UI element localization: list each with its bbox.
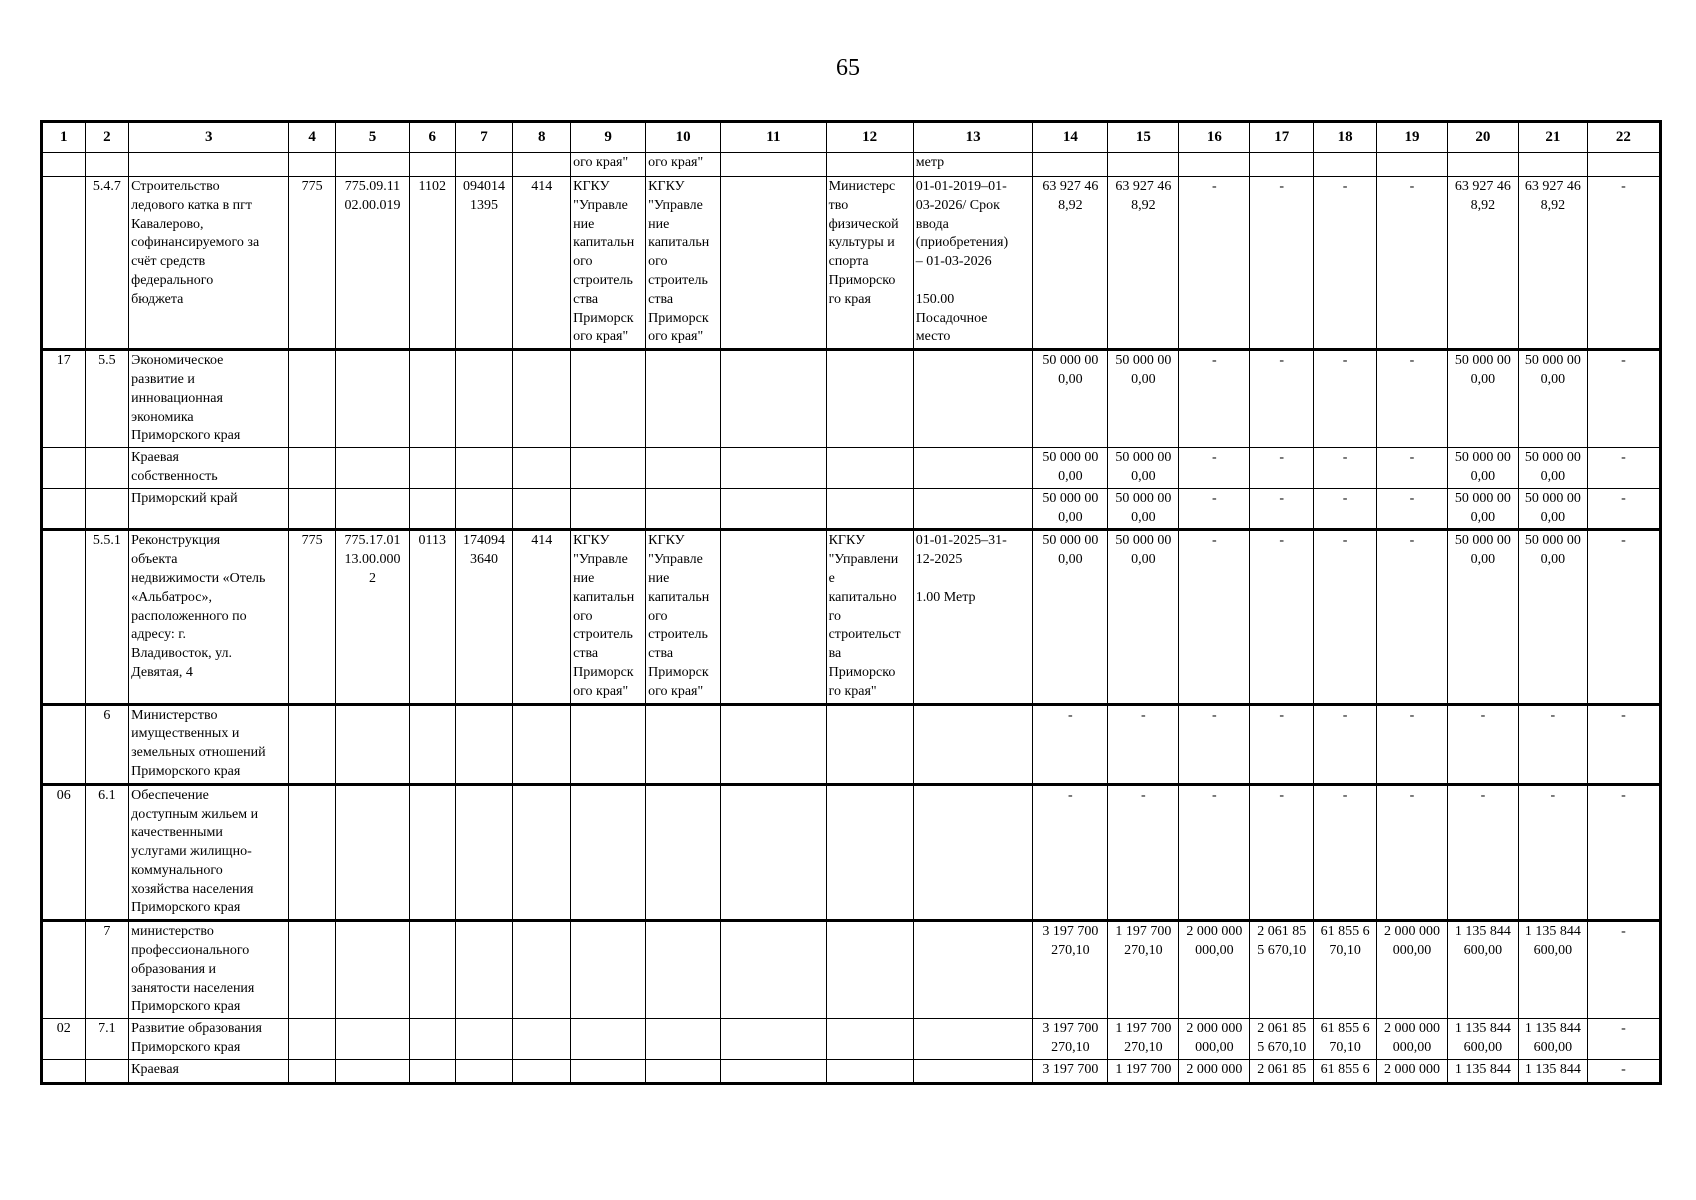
cell-col-12: [826, 488, 913, 530]
cell-col-15: 50 000 00 0,00: [1108, 350, 1179, 448]
table-row: [42, 921, 1661, 1019]
column-header-21: 21: [1518, 122, 1587, 153]
cell-col-17: 2 061 85: [1250, 1059, 1314, 1083]
cell-col-2: [85, 153, 129, 177]
column-header-19: 19: [1377, 122, 1448, 153]
cell-col-22: -: [1587, 1019, 1660, 1060]
cell-col-22: -: [1587, 530, 1660, 704]
cell-col-10: [646, 488, 721, 530]
cell-col-19: -: [1377, 784, 1448, 921]
cell-col-4: [289, 1059, 336, 1083]
cell-col-7: [455, 448, 513, 489]
cell-col-19: -: [1377, 350, 1448, 448]
table-row: [42, 177, 1661, 350]
cell-col-16: 2 000 000 000,00: [1179, 1019, 1250, 1060]
column-header-6: 6: [409, 122, 455, 153]
cell-col-14: 63 927 46 8,92: [1033, 177, 1108, 350]
cell-col-15: 1 197 700: [1108, 1059, 1179, 1083]
cell-col-11: [721, 784, 826, 921]
cell-col-3: Реконструкция объекта недвижимости «Отель «Альбатрос», расположенного по адресу: г. Владивосток, ул. Девятая, 4: [129, 530, 289, 704]
cell-col-19: -: [1377, 530, 1448, 704]
cell-col-3: Краевая: [129, 1059, 289, 1083]
cell-col-2: 5.5.1: [85, 530, 129, 704]
cell-col-1: 02: [42, 1019, 86, 1060]
cell-col-9: [571, 784, 646, 921]
cell-col-8: 414: [513, 530, 571, 704]
cell-col-14: 50 000 00 0,00: [1033, 448, 1108, 489]
cell-col-3: Строительство ледового катка в пгт Кавалерово, софинансируемого за счёт средств федерального бюджета: [129, 177, 289, 350]
cell-col-3: Обеспечение доступным жильем и качественными услугами жилищно- коммунального хозяйства населения Приморского края: [129, 784, 289, 921]
cell-col-16: 2 000 000 000,00: [1179, 921, 1250, 1019]
cell-col-17: -: [1250, 177, 1314, 350]
cell-col-6: [409, 448, 455, 489]
cell-col-5: [335, 704, 409, 784]
cell-col-17: -: [1250, 784, 1314, 921]
cell-col-8: 414: [513, 177, 571, 350]
cell-col-1: [42, 448, 86, 489]
cell-col-1: [42, 488, 86, 530]
cell-col-10: [646, 784, 721, 921]
cell-col-11: [721, 350, 826, 448]
cell-col-15: 1 197 700 270,10: [1108, 1019, 1179, 1060]
cell-col-4: [289, 921, 336, 1019]
cell-col-13: [913, 1019, 1033, 1060]
cell-col-6: 1102: [409, 177, 455, 350]
cell-col-19: -: [1377, 448, 1448, 489]
cell-col-21: 50 000 00 0,00: [1518, 530, 1587, 704]
cell-col-16: -: [1179, 784, 1250, 921]
cell-col-19: 2 000 000 000,00: [1377, 921, 1448, 1019]
cell-col-18: -: [1314, 530, 1377, 704]
cell-col-16: -: [1179, 177, 1250, 350]
cell-col-17: -: [1250, 350, 1314, 448]
cell-col-21: 50 000 00 0,00: [1518, 448, 1587, 489]
cell-col-20: 1 135 844: [1447, 1059, 1518, 1083]
cell-col-6: [409, 1059, 455, 1083]
cell-col-9: [571, 448, 646, 489]
cell-col-17: -: [1250, 530, 1314, 704]
cell-col-9: КГКУ "Управле ние капитальн ого строитель ства Приморск ого края": [571, 530, 646, 704]
column-header-1: 1: [42, 122, 86, 153]
table-row: [42, 704, 1661, 784]
cell-col-11: [721, 1059, 826, 1083]
cell-col-22: -: [1587, 488, 1660, 530]
cell-col-14: -: [1033, 784, 1108, 921]
cell-col-15: 1 197 700 270,10: [1108, 921, 1179, 1019]
cell-col-1: [42, 177, 86, 350]
cell-col-9: КГКУ "Управле ние капитальн ого строитель ства Приморск ого края": [571, 177, 646, 350]
cell-col-1: [42, 704, 86, 784]
cell-col-10: [646, 704, 721, 784]
cell-col-2: 5.4.7: [85, 177, 129, 350]
cell-col-19: -: [1377, 704, 1448, 784]
table-row: [42, 153, 1661, 177]
column-header-11: 11: [721, 122, 826, 153]
cell-col-1: [42, 153, 86, 177]
column-header-18: 18: [1314, 122, 1377, 153]
cell-col-8: [513, 350, 571, 448]
cell-col-4: [289, 350, 336, 448]
column-header-15: 15: [1108, 122, 1179, 153]
cell-col-6: [409, 704, 455, 784]
cell-col-11: [721, 488, 826, 530]
budget-table: [40, 120, 1662, 1085]
page-number: 65: [836, 55, 860, 81]
cell-col-19: 2 000 000: [1377, 1059, 1448, 1083]
column-header-7: 7: [455, 122, 513, 153]
column-header-20: 20: [1447, 122, 1518, 153]
cell-col-22: -: [1587, 177, 1660, 350]
cell-col-10: [646, 1059, 721, 1083]
cell-col-18: 61 855 6: [1314, 1059, 1377, 1083]
cell-col-2: 6.1: [85, 784, 129, 921]
cell-col-5: [335, 488, 409, 530]
cell-col-1: [42, 1059, 86, 1083]
cell-col-12: Министерс тво физической культуры и спорта Приморско го края: [826, 177, 913, 350]
header-row: [42, 122, 1661, 153]
cell-col-4: [289, 488, 336, 530]
cell-col-4: 775: [289, 530, 336, 704]
cell-col-14: 3 197 700 270,10: [1033, 921, 1108, 1019]
cell-col-20: 50 000 00 0,00: [1447, 350, 1518, 448]
table-row: [42, 488, 1661, 530]
cell-col-12: [826, 153, 913, 177]
cell-col-18: -: [1314, 784, 1377, 921]
cell-col-11: [721, 921, 826, 1019]
cell-col-14: 50 000 00 0,00: [1033, 488, 1108, 530]
cell-col-15: [1108, 153, 1179, 177]
cell-col-13: [913, 448, 1033, 489]
cell-col-17: [1250, 153, 1314, 177]
cell-col-21: 50 000 00 0,00: [1518, 488, 1587, 530]
cell-col-8: [513, 488, 571, 530]
cell-col-11: [721, 1019, 826, 1060]
cell-col-13: [913, 921, 1033, 1019]
cell-col-4: [289, 1019, 336, 1060]
cell-col-21: [1518, 153, 1587, 177]
cell-col-7: [455, 921, 513, 1019]
cell-col-13: [913, 350, 1033, 448]
cell-col-17: -: [1250, 488, 1314, 530]
cell-col-21: 1 135 844 600,00: [1518, 1019, 1587, 1060]
column-header-10: 10: [646, 122, 721, 153]
cell-col-17: -: [1250, 448, 1314, 489]
cell-col-1: [42, 530, 86, 704]
cell-col-2: [85, 488, 129, 530]
cell-col-3: [129, 153, 289, 177]
cell-col-11: [721, 177, 826, 350]
cell-col-7: [455, 350, 513, 448]
cell-col-20: [1447, 153, 1518, 177]
cell-col-20: 1 135 844 600,00: [1447, 1019, 1518, 1060]
cell-col-2: 7: [85, 921, 129, 1019]
cell-col-5: [335, 153, 409, 177]
cell-col-4: [289, 448, 336, 489]
cell-col-20: 50 000 00 0,00: [1447, 488, 1518, 530]
cell-col-1: [42, 921, 86, 1019]
column-header-2: 2: [85, 122, 129, 153]
cell-col-7: [455, 1059, 513, 1083]
cell-col-10: [646, 921, 721, 1019]
cell-col-15: 50 000 00 0,00: [1108, 488, 1179, 530]
cell-col-17: -: [1250, 704, 1314, 784]
cell-col-14: 3 197 700: [1033, 1059, 1108, 1083]
cell-col-3: министерство профессионального образования и занятости населения Приморского края: [129, 921, 289, 1019]
cell-col-18: -: [1314, 350, 1377, 448]
column-header-22: 22: [1587, 122, 1660, 153]
cell-col-5: [335, 448, 409, 489]
cell-col-14: 50 000 00 0,00: [1033, 530, 1108, 704]
cell-col-22: -: [1587, 448, 1660, 489]
cell-col-5: [335, 921, 409, 1019]
cell-col-13: 01-01-2019–01- 03-2026/ Срок ввода (приобретения) – 01-03-2026 150.00 Посадочное место: [913, 177, 1033, 350]
cell-col-16: 2 000 000: [1179, 1059, 1250, 1083]
cell-col-12: [826, 784, 913, 921]
cell-col-15: 50 000 00 0,00: [1108, 448, 1179, 489]
column-header-9: 9: [571, 122, 646, 153]
cell-col-6: [409, 784, 455, 921]
cell-col-17: 2 061 85 5 670,10: [1250, 1019, 1314, 1060]
cell-col-14: 50 000 00 0,00: [1033, 350, 1108, 448]
cell-col-8: [513, 448, 571, 489]
cell-col-18: [1314, 153, 1377, 177]
cell-col-20: -: [1447, 704, 1518, 784]
cell-col-19: 2 000 000 000,00: [1377, 1019, 1448, 1060]
cell-col-16: -: [1179, 350, 1250, 448]
cell-col-2: 5.5: [85, 350, 129, 448]
cell-col-6: [409, 350, 455, 448]
cell-col-21: -: [1518, 784, 1587, 921]
column-header-16: 16: [1179, 122, 1250, 153]
cell-col-5: [335, 350, 409, 448]
cell-col-7: [455, 153, 513, 177]
cell-col-16: -: [1179, 530, 1250, 704]
cell-col-8: [513, 784, 571, 921]
column-header-12: 12: [826, 122, 913, 153]
cell-col-3: Развитие образования Приморского края: [129, 1019, 289, 1060]
cell-col-13: [913, 784, 1033, 921]
cell-col-6: [409, 921, 455, 1019]
cell-col-12: [826, 921, 913, 1019]
cell-col-4: [289, 153, 336, 177]
cell-col-12: [826, 704, 913, 784]
cell-col-2: [85, 448, 129, 489]
cell-col-8: [513, 153, 571, 177]
cell-col-22: -: [1587, 921, 1660, 1019]
cell-col-12: [826, 1019, 913, 1060]
cell-col-22: [1587, 153, 1660, 177]
cell-col-21: 63 927 46 8,92: [1518, 177, 1587, 350]
cell-col-7: 094014 1395: [455, 177, 513, 350]
cell-col-5: [335, 1059, 409, 1083]
cell-col-22: -: [1587, 1059, 1660, 1083]
cell-col-5: 775.17.01 13.00.000 2: [335, 530, 409, 704]
cell-col-3: Экономическое развитие и инновационная экономика Приморского края: [129, 350, 289, 448]
column-header-3: 3: [129, 122, 289, 153]
cell-col-11: [721, 153, 826, 177]
table-row: [42, 530, 1661, 704]
cell-col-20: -: [1447, 784, 1518, 921]
cell-col-4: [289, 784, 336, 921]
cell-col-13: [913, 704, 1033, 784]
cell-col-9: [571, 1059, 646, 1083]
cell-col-20: 1 135 844 600,00: [1447, 921, 1518, 1019]
cell-col-17: 2 061 85 5 670,10: [1250, 921, 1314, 1019]
cell-col-8: [513, 704, 571, 784]
cell-col-21: 1 135 844 600,00: [1518, 921, 1587, 1019]
cell-col-16: [1179, 153, 1250, 177]
cell-col-20: 50 000 00 0,00: [1447, 530, 1518, 704]
cell-col-12: [826, 1059, 913, 1083]
cell-col-3: Краевая собственность: [129, 448, 289, 489]
cell-col-12: [826, 448, 913, 489]
column-header-13: 13: [913, 122, 1033, 153]
cell-col-4: 775: [289, 177, 336, 350]
cell-col-19: [1377, 153, 1448, 177]
cell-col-18: -: [1314, 488, 1377, 530]
column-header-8: 8: [513, 122, 571, 153]
column-header-4: 4: [289, 122, 336, 153]
table-row: [42, 1059, 1661, 1083]
cell-col-13: [913, 1059, 1033, 1083]
table-row: [42, 1019, 1661, 1060]
cell-col-12: [826, 350, 913, 448]
cell-col-22: -: [1587, 784, 1660, 921]
cell-col-2: [85, 1059, 129, 1083]
table-body: [42, 153, 1661, 1084]
cell-col-10: [646, 1019, 721, 1060]
cell-col-12: КГКУ "Управлени е капитально го строительст ва Приморско го края": [826, 530, 913, 704]
cell-col-18: -: [1314, 704, 1377, 784]
cell-col-6: 0113: [409, 530, 455, 704]
cell-col-7: [455, 1019, 513, 1060]
table-row: [42, 448, 1661, 489]
cell-col-16: -: [1179, 448, 1250, 489]
cell-col-7: [455, 704, 513, 784]
cell-col-2: 7.1: [85, 1019, 129, 1060]
cell-col-9: [571, 488, 646, 530]
cell-col-4: [289, 704, 336, 784]
cell-col-20: 63 927 46 8,92: [1447, 177, 1518, 350]
cell-col-21: 50 000 00 0,00: [1518, 350, 1587, 448]
cell-col-8: [513, 1019, 571, 1060]
cell-col-10: ого края": [646, 153, 721, 177]
cell-col-8: [513, 1059, 571, 1083]
cell-col-20: 50 000 00 0,00: [1447, 448, 1518, 489]
cell-col-13: [913, 488, 1033, 530]
cell-col-5: [335, 784, 409, 921]
cell-col-5: [335, 1019, 409, 1060]
cell-col-10: КГКУ "Управле ние капитальн ого строитель ства Приморск ого края": [646, 530, 721, 704]
cell-col-1: 06: [42, 784, 86, 921]
cell-col-13: 01-01-2025–31- 12-2025 1.00 Метр: [913, 530, 1033, 704]
cell-col-9: [571, 350, 646, 448]
cell-col-11: [721, 704, 826, 784]
cell-col-6: [409, 1019, 455, 1060]
cell-col-9: [571, 921, 646, 1019]
cell-col-2: 6: [85, 704, 129, 784]
cell-col-3: Приморский край: [129, 488, 289, 530]
cell-col-14: 3 197 700 270,10: [1033, 1019, 1108, 1060]
cell-col-14: -: [1033, 704, 1108, 784]
cell-col-6: [409, 153, 455, 177]
column-header-14: 14: [1033, 122, 1108, 153]
cell-col-18: -: [1314, 448, 1377, 489]
column-header-17: 17: [1250, 122, 1314, 153]
cell-col-9: ого края": [571, 153, 646, 177]
cell-col-16: -: [1179, 488, 1250, 530]
cell-col-22: -: [1587, 704, 1660, 784]
cell-col-11: [721, 448, 826, 489]
table-row: [42, 784, 1661, 921]
cell-col-14: [1033, 153, 1108, 177]
cell-col-9: [571, 1019, 646, 1060]
cell-col-11: [721, 530, 826, 704]
cell-col-15: -: [1108, 784, 1179, 921]
cell-col-6: [409, 488, 455, 530]
cell-col-19: -: [1377, 177, 1448, 350]
cell-col-1: 17: [42, 350, 86, 448]
cell-col-10: [646, 350, 721, 448]
cell-col-22: -: [1587, 350, 1660, 448]
column-header-5: 5: [335, 122, 409, 153]
cell-col-5: 775.09.11 02.00.019: [335, 177, 409, 350]
cell-col-16: -: [1179, 704, 1250, 784]
cell-col-15: 63 927 46 8,92: [1108, 177, 1179, 350]
cell-col-18: -: [1314, 177, 1377, 350]
cell-col-9: [571, 704, 646, 784]
cell-col-13: метр: [913, 153, 1033, 177]
cell-col-21: 1 135 844: [1518, 1059, 1587, 1083]
cell-col-10: [646, 448, 721, 489]
cell-col-19: -: [1377, 488, 1448, 530]
cell-col-15: 50 000 00 0,00: [1108, 530, 1179, 704]
cell-col-10: КГКУ "Управле ние капитальн ого строитель ства Приморск ого края": [646, 177, 721, 350]
cell-col-18: 61 855 6 70,10: [1314, 1019, 1377, 1060]
cell-col-7: 174094 3640: [455, 530, 513, 704]
cell-col-8: [513, 921, 571, 1019]
cell-col-21: -: [1518, 704, 1587, 784]
cell-col-18: 61 855 6 70,10: [1314, 921, 1377, 1019]
cell-col-15: -: [1108, 704, 1179, 784]
cell-col-3: Министерство имущественных и земельных отношений Приморского края: [129, 704, 289, 784]
table-row: [42, 350, 1661, 448]
cell-col-7: [455, 488, 513, 530]
cell-col-7: [455, 784, 513, 921]
